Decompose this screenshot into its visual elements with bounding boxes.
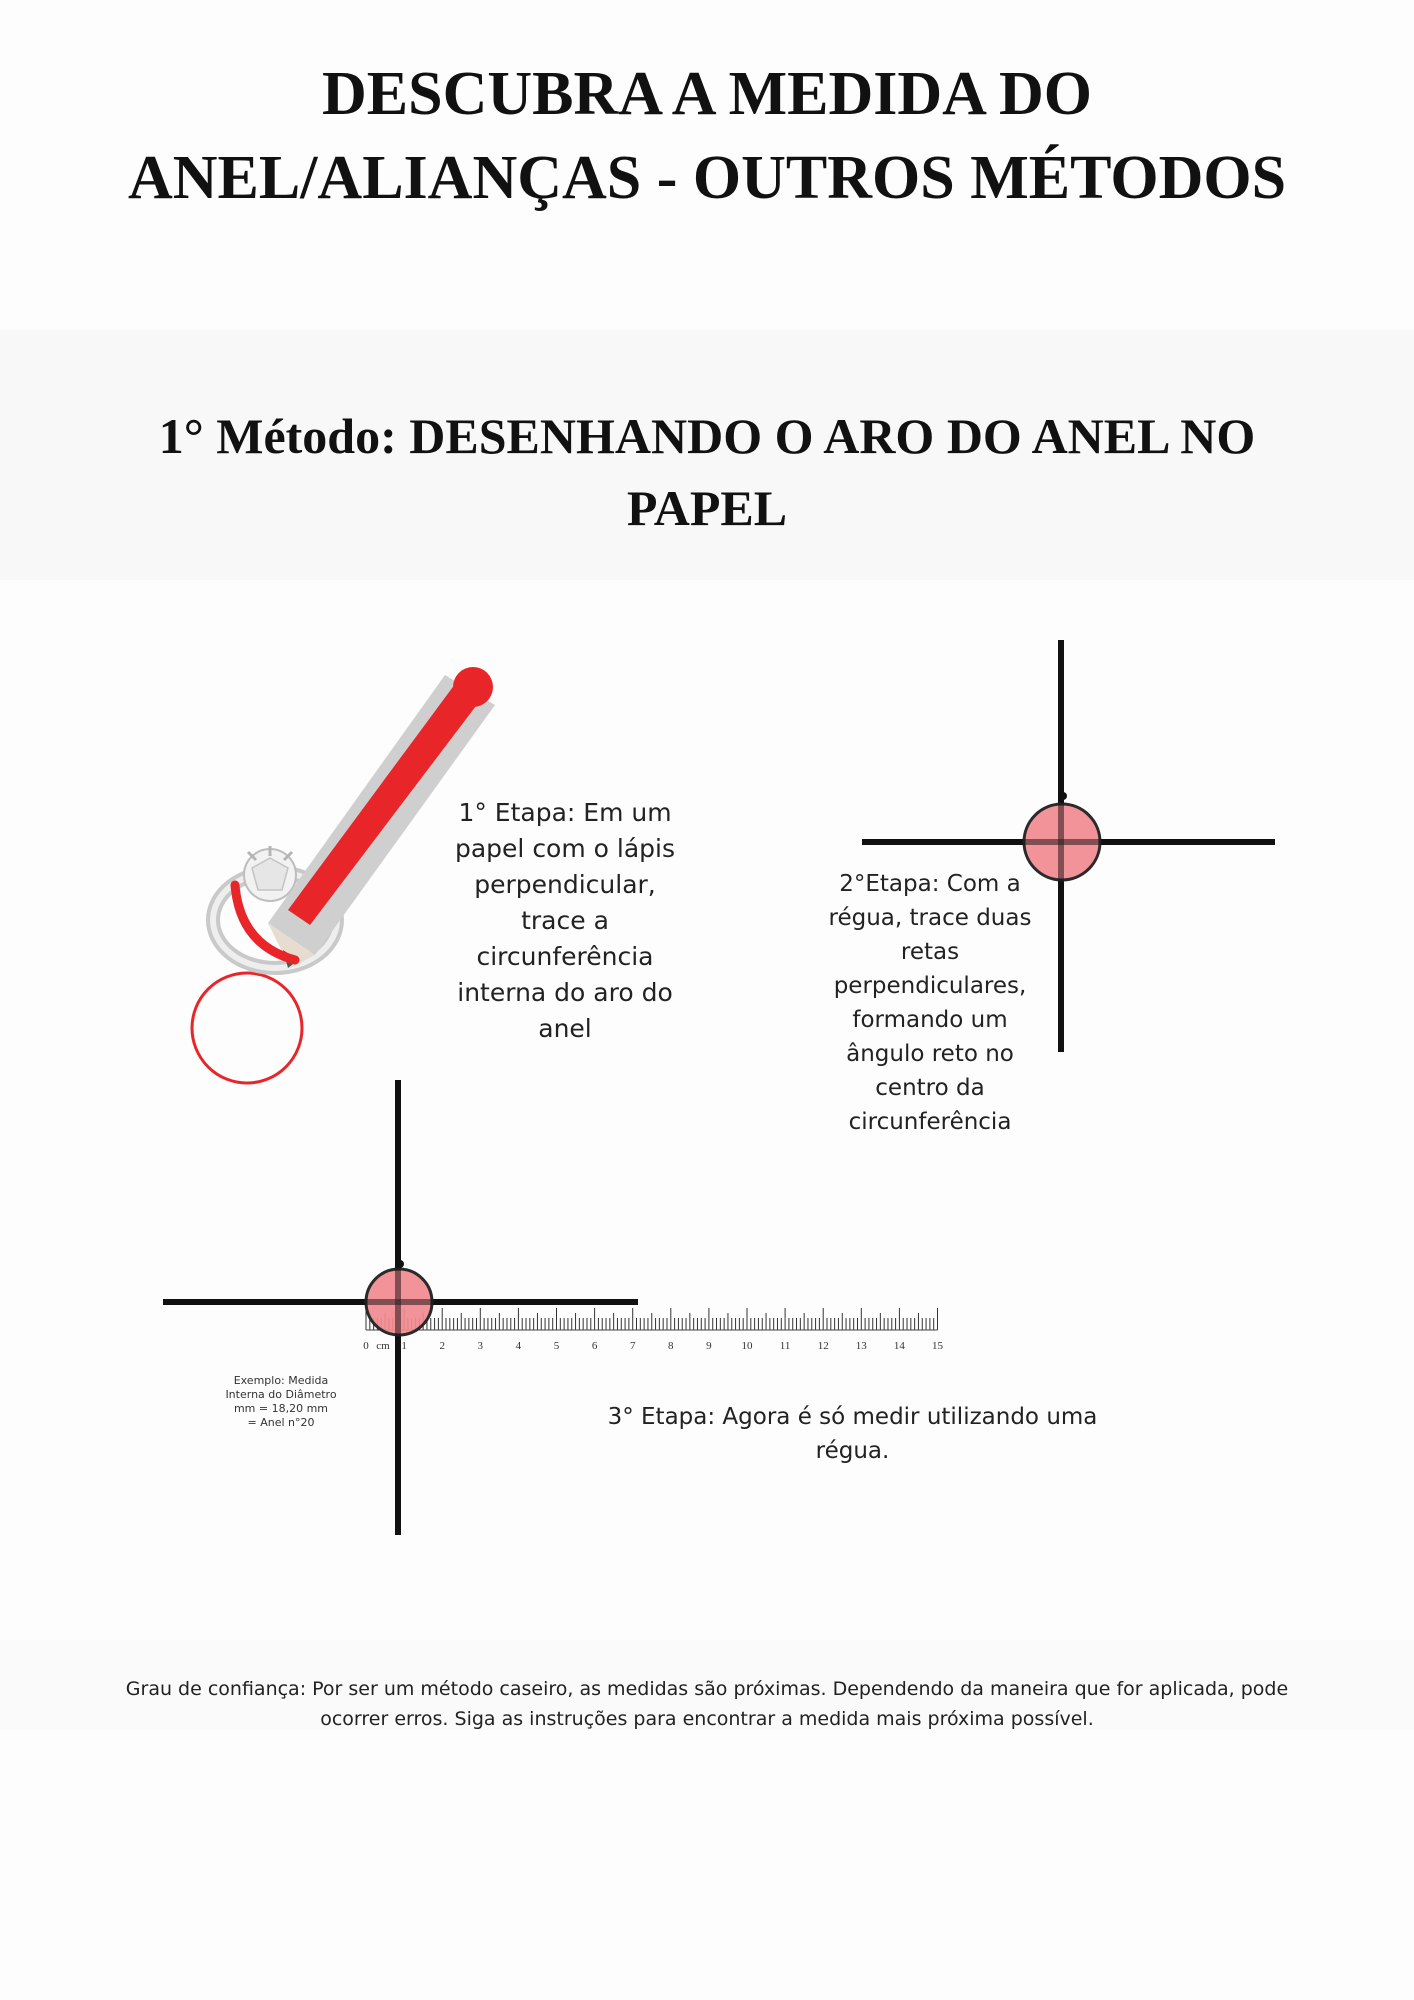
ruler-label: 10 xyxy=(741,1340,753,1352)
step3-line: 3° Etapa: Agora é só medir utilizando uma xyxy=(607,1404,1098,1430)
method-heading-line-1: 1° Método: DESENHANDO O ARO DO ANEL NO xyxy=(158,408,1256,464)
step3-text xyxy=(600,1400,1105,1468)
step2-line: formando um xyxy=(852,1007,1008,1033)
ruler-label: 9 xyxy=(706,1340,712,1352)
page-title-line-1: DESCUBRA A MEDIDA DO xyxy=(322,60,1092,128)
ruler-label: 1 xyxy=(401,1340,407,1352)
example-note xyxy=(208,1374,354,1430)
step1-line: 1° Etapa: Em um xyxy=(458,798,672,827)
ruler-label: 8 xyxy=(668,1340,674,1352)
footer-line: ocorrer erros. Siga as instruções para encontrar a medida mais próxima possível. xyxy=(320,1708,1094,1730)
example-line: = Anel n°20 xyxy=(247,1416,315,1429)
step2-line: centro da xyxy=(875,1075,985,1101)
footer-line: Grau de confiança: Por ser um método caseiro, as medidas são próximas. Dependendo da maneira que for aplicada, pode xyxy=(125,1678,1289,1700)
step3-line: régua. xyxy=(815,1438,890,1464)
ruler-label: 4 xyxy=(515,1340,522,1352)
page-title-line-2: ANEL/ALIANÇAS - OUTROS MÉTODOS xyxy=(127,144,1287,212)
step1-line: perpendicular, xyxy=(474,870,656,899)
ruler-label: 6 xyxy=(591,1340,598,1352)
step2-line: ângulo reto no xyxy=(846,1041,1014,1067)
step1-line: trace a xyxy=(521,906,609,935)
example-line: Interna do Diâmetro xyxy=(225,1388,337,1401)
ruler-label: 12 xyxy=(817,1340,829,1352)
step2-line: régua, trace duas xyxy=(828,905,1032,931)
ruler-label: 11 xyxy=(779,1340,791,1352)
step2-text xyxy=(800,867,1060,1139)
step2-line: retas xyxy=(900,939,960,965)
step2-line: 2°Etapa: Com a xyxy=(839,871,1021,897)
ruler-label: 13 xyxy=(855,1340,867,1352)
method-heading-line-2: PAPEL xyxy=(626,480,788,536)
footer-note xyxy=(120,1674,1294,1734)
ruler-label: 5 xyxy=(553,1340,560,1352)
ruler-label: 14 xyxy=(893,1340,905,1352)
ruler-unit: cm xyxy=(376,1340,390,1352)
step1-text xyxy=(440,795,690,1047)
step2-line: perpendiculares, xyxy=(833,973,1027,999)
step2-line: circunferência xyxy=(848,1109,1012,1135)
step1-line: anel xyxy=(538,1014,592,1043)
drawn-circle xyxy=(192,973,302,1083)
ruler-label: 0 xyxy=(363,1340,369,1352)
ruler-label: 15 xyxy=(932,1340,943,1352)
ruler-label: 2 xyxy=(439,1340,445,1352)
ruler-label: 3 xyxy=(477,1340,484,1352)
step1-line: circunferência xyxy=(476,942,654,971)
step1-line: papel com o lápis xyxy=(454,834,676,863)
ruler xyxy=(363,1308,943,1352)
step1-line: interna do aro do xyxy=(457,978,673,1007)
example-line: Exemplo: Medida xyxy=(233,1374,329,1387)
ruler-label: 7 xyxy=(629,1340,636,1352)
step3-cross xyxy=(163,1080,638,1535)
example-line: mm = 18,20 mm xyxy=(233,1402,329,1415)
